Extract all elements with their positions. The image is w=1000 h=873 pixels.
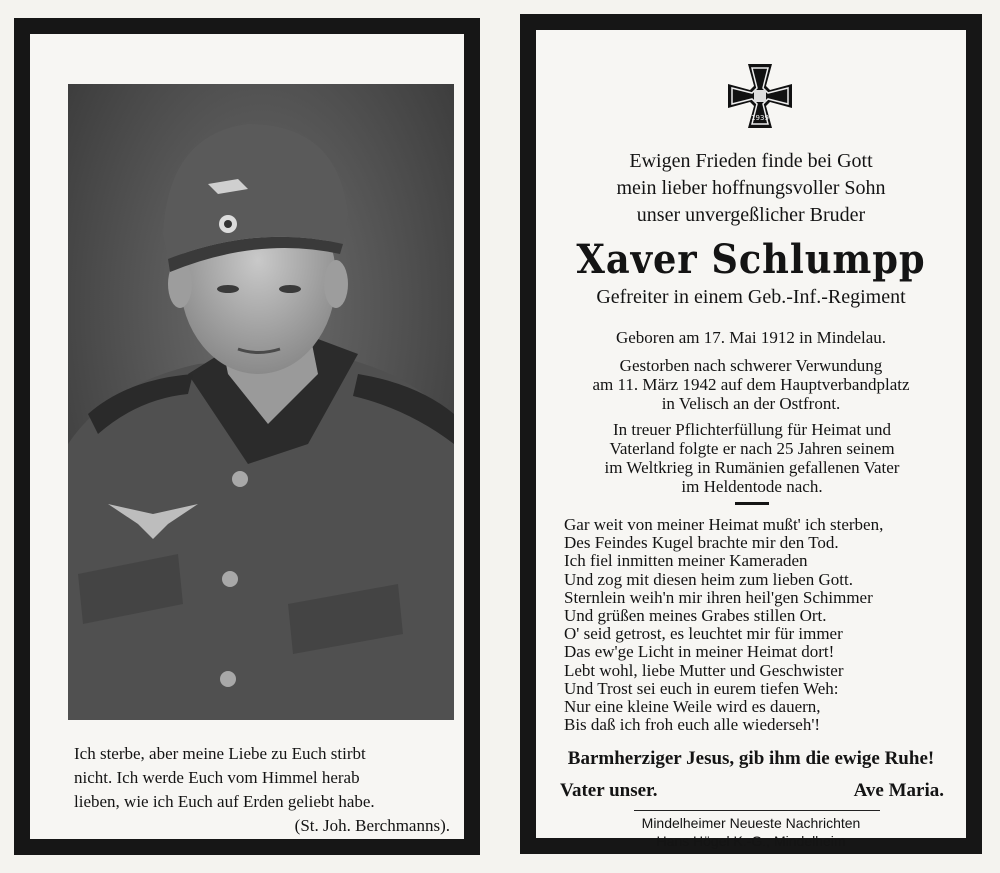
soldier-portrait-image — [68, 84, 454, 720]
poem-line: O' seid getrost, es leuchtet mir für immer — [564, 624, 843, 644]
printer-credit — [536, 814, 966, 850]
printer-divider — [634, 810, 880, 811]
intro-line: Ewigen Frieden finde bei Gott — [629, 150, 873, 172]
poem-line: Und grüßen meines Grabes stillen Ort. — [564, 606, 827, 626]
quote-line: lieben, wie ich Euch auf Erden geliebt habe. — [74, 792, 375, 811]
divider — [735, 502, 769, 505]
poem — [564, 516, 944, 734]
poem-line: Lebt wohl, liebe Mutter und Geschwister — [564, 660, 844, 680]
poem-line: Des Feindes Kugel brachte mir den Tod. — [564, 533, 839, 553]
portrait-photo — [68, 84, 454, 720]
death-line: am 11. März 1942 auf dem Hauptverbandplatz — [592, 375, 910, 394]
quote-source: (St. Joh. Berchmanns). — [294, 816, 450, 835]
intro-line: mein lieber hoffnungsvoller Sohn — [616, 177, 886, 199]
death-line: in Velisch an der Ostfront. — [661, 394, 841, 413]
prayer-left: Vater unser. — [560, 780, 658, 801]
right-card — [520, 14, 982, 854]
left-card — [14, 18, 480, 855]
poem-line: Sternlein weih'n mir ihren heil'gen Schimmer — [564, 587, 873, 607]
duty-text — [564, 420, 940, 496]
duty-line: In treuer Pflichterfüllung für Heimat und — [612, 420, 892, 439]
duty-line: im Heldentode nach. — [681, 477, 823, 496]
birth-info: Geboren am 17. Mai 1912 in Mindelau. — [615, 328, 887, 347]
death-info — [536, 356, 966, 413]
quote-line: Ich sterbe, aber meine Liebe zu Euch stirbt — [74, 744, 366, 763]
deceased-name: Xaver Schlumpp — [576, 236, 926, 283]
poem-line: Nur eine kleine Weile wird es dauern, — [564, 697, 821, 717]
poem-line: Das ew'ge Licht in meiner Heimat dort! — [564, 642, 835, 662]
poem-line: Bis daß ich froh euch alle wiederseh'! — [564, 715, 821, 735]
prayer-line: Barmherziger Jesus, gib ihm die ewige Ruhe! — [567, 748, 935, 769]
poem-line: Und Trost sei euch in eurem tiefen Weh: — [564, 678, 839, 698]
quote-line: nicht. Ich werde Euch vom Himmel herab — [74, 768, 360, 787]
printer-line: Mindelheimer Neueste Nachrichten — [641, 815, 861, 831]
printer-line: Hans Högel K.-G., Mindelheim — [656, 833, 846, 849]
cross-year: 1939 — [751, 114, 769, 122]
prayer-right: Ave Maria. — [853, 780, 944, 801]
intro-line: unser unvergeßlicher Bruder — [636, 204, 866, 226]
poem-line: Und zog mit diesen heim zum lieben Gott. — [564, 569, 853, 589]
intro-text — [536, 148, 966, 229]
poem-line: Gar weit von meiner Heimat mußt' ich sterben, — [564, 515, 884, 534]
military-rank: Gefreiter in einem Geb.-Inf.-Regiment — [596, 286, 906, 308]
death-line: Gestorben nach schwerer Verwundung — [619, 356, 883, 375]
prayer-pair — [560, 780, 944, 802]
iron-cross-icon — [726, 62, 794, 130]
duty-line: im Weltkrieg in Rumänien gefallenen Vater — [604, 458, 900, 477]
duty-line: Vaterland folgte er nach 25 Jahren seinem — [609, 439, 895, 458]
poem-line: Ich fiel inmitten meiner Kameraden — [564, 551, 808, 571]
quote-block — [74, 742, 450, 838]
